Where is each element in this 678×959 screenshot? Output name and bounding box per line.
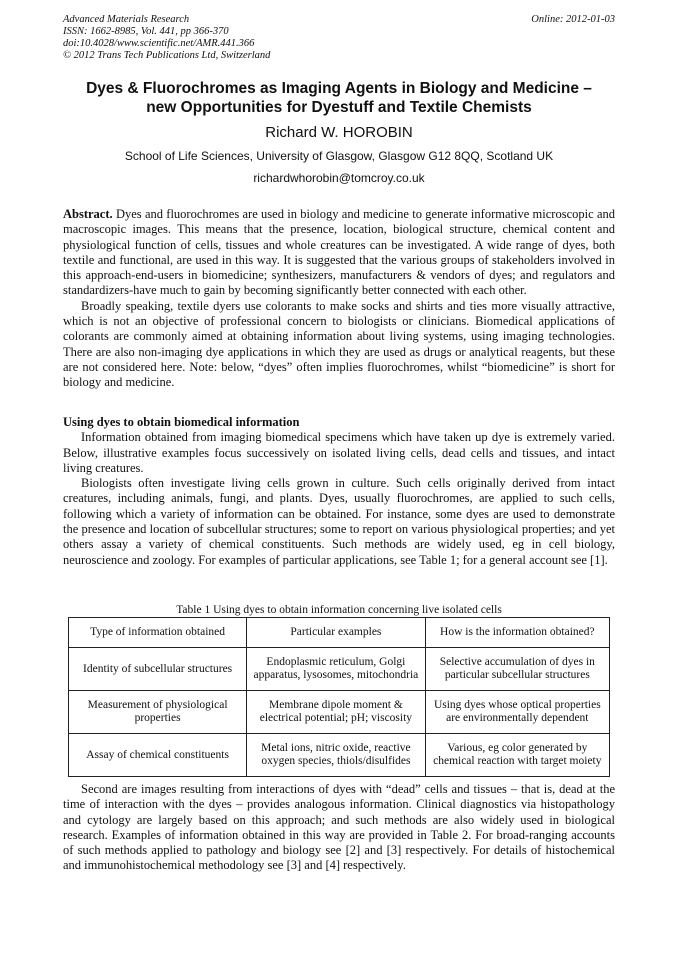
table-cell: Various, eg color generated by chemical reaction with target moiety bbox=[425, 734, 609, 777]
table-cell: Membrane dipole moment & electrical potential; pH; viscosity bbox=[247, 691, 425, 734]
copyright-line: © 2012 Trans Tech Publications Ltd, Switzerland bbox=[63, 50, 271, 61]
table-row bbox=[69, 648, 610, 691]
table-1 bbox=[68, 617, 610, 777]
table-cell: Endoplasmic reticulum, Golgi apparatus, lysosomes, mitochondria bbox=[247, 648, 425, 691]
journal-header bbox=[63, 14, 615, 62]
author-email: richardwhorobin@tomcroy.co.uk bbox=[253, 171, 425, 185]
abstract-section bbox=[63, 207, 615, 391]
issn-line: ISSN: 1662-8985, Vol. 441, pp 366-370 bbox=[63, 26, 229, 37]
section-heading: Using dyes to obtain biomedical information bbox=[63, 415, 300, 429]
abstract-text: Dyes and fluorochromes are used in biology and medicine to generate informative microscopic and macroscopic images. This means that the presence, location, biological structure, chemical content and physiological function of cells, tissues and whole creatures can be investigated. A wide range of dyes, both textile and functional, are used in this way. It is suggested that the various groups of stakeholders involved in this approach-end-users in biomedicine; synthesizers, manufacturers & vendors of dyes; and regulators and standardizers-have much to gain by becoming significantly better connected with each other. bbox=[63, 207, 615, 298]
journal-name: Advanced Materials Research bbox=[63, 14, 190, 25]
affiliation: School of Life Sciences, University of Glasgow, Glasgow G12 8QQ, Scotland UK bbox=[124, 149, 554, 163]
paper-title bbox=[40, 79, 638, 117]
table-cell: Metal ions, nitric oxide, reactive oxygen species, thiols/disulfides bbox=[247, 734, 425, 777]
intro-paragraph: Broadly speaking, textile dyers use colorants to make socks and shirts and ties more visually attractive, which is not an objective of professional concern to biologists or clinicians. Biomedical applications of colorants are commonly aimed at obtaining information about living systems, using imaging technologies. There are also non-imaging dye applications in which they are used as drugs or analytical reagents, but these are not considered here. Note: below, “dyes” often implies fluorochromes, whilst “biomedicine” is short for biology and medicine. bbox=[63, 298, 615, 390]
table-caption: Table 1 Using dyes to obtain information concerning live isolated cells bbox=[176, 604, 502, 616]
table-row bbox=[69, 734, 610, 777]
after-table-paragraph: Second are images resulting from interactions of dyes with “dead” cells and tissues – that is, dead at the time of interaction with the dyes – provides analogous information. Clinical diagnostics via histopathology and cytology are largely based on this approach; and such methods are also widely used in biological research. Examples of information obtained in this way are provided in Table 2. For broad-ranging accounts of such methods applied to pathology and biology see [2] and [3] respectively. For details of histochemical and immunohistochemical methodology see [3] and [4] respectively. bbox=[63, 782, 615, 873]
table-header-cell: How is the information obtained? bbox=[425, 618, 609, 648]
abstract-paragraph bbox=[63, 207, 615, 299]
table-row bbox=[69, 691, 610, 734]
table-cell: Measurement of physiological properties bbox=[69, 691, 247, 734]
title-line-1: Dyes & Fluorochromes as Imaging Agents in Biology and Medicine – bbox=[86, 80, 592, 97]
abstract-label: Abstract. bbox=[63, 207, 113, 221]
table-header-cell: Type of information obtained bbox=[69, 618, 247, 648]
table-cell: Assay of chemical constituents bbox=[69, 734, 247, 777]
table-cell: Using dyes whose optical properties are environmentally dependent bbox=[425, 691, 609, 734]
author-name: Richard W. HOROBIN bbox=[265, 124, 413, 141]
after-table-section bbox=[63, 782, 615, 874]
section-paragraph-1: Information obtained from imaging biomedical specimens which have taken up dye is extremely varied. Below, illustrative examples focus successively on isolated living cells, dead cells and tissues, and intact living creatures. bbox=[63, 430, 615, 475]
online-date: Online: 2012-01-03 bbox=[531, 14, 615, 25]
table-header-cell: Particular examples bbox=[247, 618, 425, 648]
section-paragraph-2: Biologists often investigate living cells grown in culture. Such cells originally derived from intact creatures, including animals, fungi, and plants. Dyes, usually fluorochromes, are applied to such cells, following which a variety of information can be obtained. For instance, some dyes are used to demonstrate the presence and location of subcellular structures; some to report on various physiological properties; and yet others assay a variety of chemical constituents. Such methods are widely used, eg in cell biology, neuroscience and zoology. For examples of particular applications, see Table 1; for a general account see [1]. bbox=[63, 476, 615, 567]
table-cell: Selective accumulation of dyes in particular subcellular structures bbox=[425, 648, 609, 691]
title-line-2: new Opportunities for Dyestuff and Textile Chemists bbox=[146, 99, 532, 116]
doi-line: doi:10.4028/www.scientific.net/AMR.441.366 bbox=[63, 38, 255, 49]
body-section bbox=[63, 415, 615, 568]
table-header-row bbox=[69, 618, 610, 648]
table-cell: Identity of subcellular structures bbox=[69, 648, 247, 691]
